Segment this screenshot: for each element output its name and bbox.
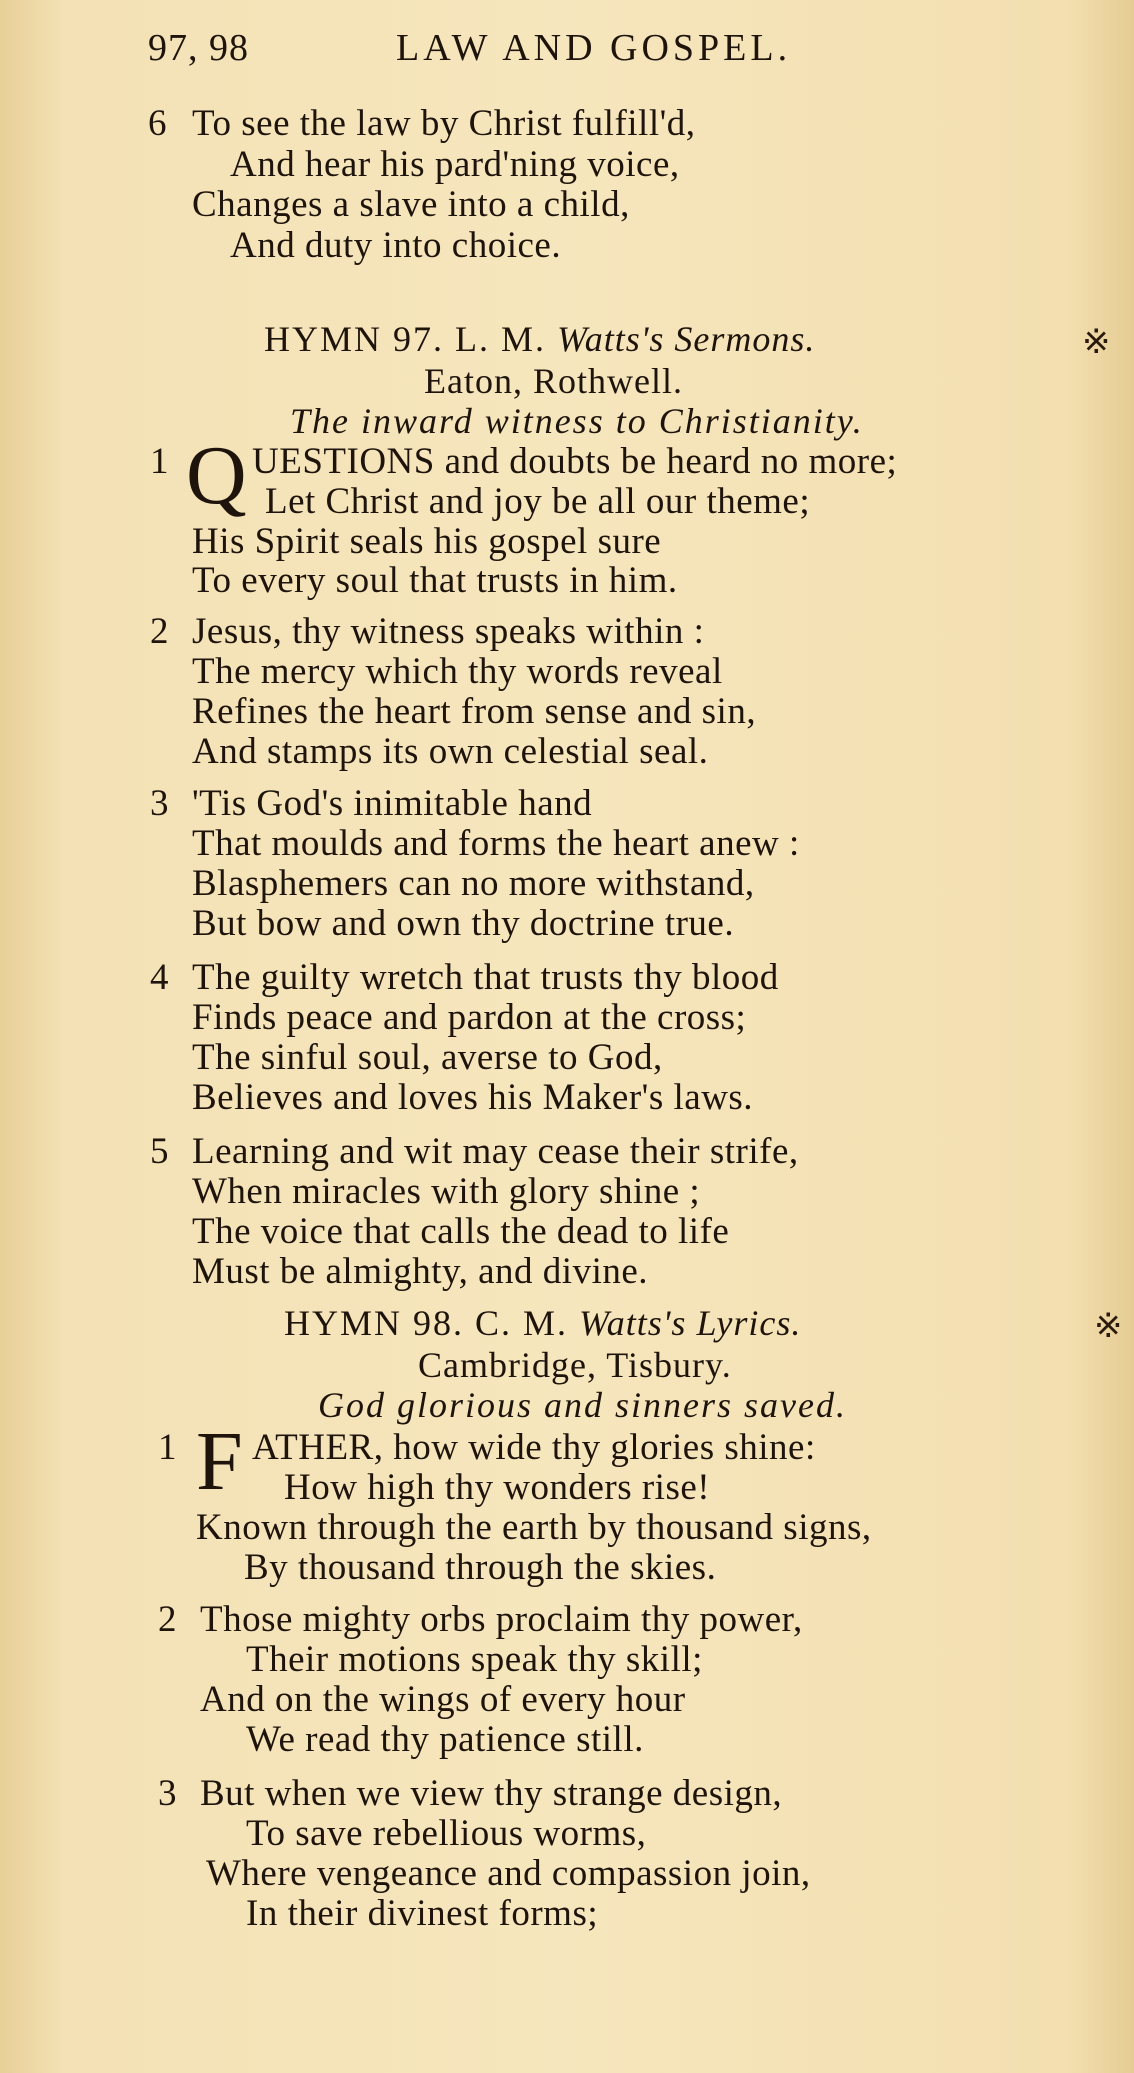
printer-ornament-icon: ※: [1094, 1308, 1123, 1345]
hymn-heading: [284, 1302, 801, 1344]
hymn-subject: God glorious and sinners saved.: [318, 1385, 847, 1425]
verse-line: The sinful soul, averse to God,: [192, 1037, 663, 1078]
verse-line: To save rebellious worms,: [246, 1813, 647, 1854]
hymn-heading-source: Watts's Sermons.: [557, 319, 816, 359]
verse-line: ATHER, how wide thy glories shine:: [252, 1427, 816, 1468]
verse-line: Jesus, thy witness speaks within :: [192, 611, 705, 652]
verse-line: And on the wings of every hour: [200, 1679, 686, 1720]
verse-line: To see the law by Christ fulfill'd,: [192, 103, 696, 144]
hymn-heading: [264, 318, 815, 360]
tune-names: Eaton, Rothwell.: [424, 361, 683, 401]
running-title: LAW AND GOSPEL.: [396, 27, 792, 69]
verse-line: How high thy wonders rise!: [284, 1467, 711, 1508]
verse-line: By thousand through the skies.: [244, 1547, 717, 1588]
verse-line: Let Christ and joy be all our theme;: [265, 481, 811, 522]
drop-cap: Q: [186, 429, 247, 522]
verse-line: We read thy patience still.: [246, 1719, 644, 1760]
verse-line: Learning and wit may cease their strife,: [192, 1131, 799, 1172]
stanza-number: 2: [158, 1599, 177, 1640]
stanza-number: 5: [150, 1131, 169, 1172]
verse-line: And stamps its own celestial seal.: [192, 731, 709, 772]
verse-line: Blasphemers can no more withstand,: [192, 863, 755, 904]
stanza-number: 1: [158, 1427, 177, 1468]
verse-line: Known through the earth by thousand signs,: [196, 1507, 872, 1548]
verse-line: That moulds and forms the heart anew :: [192, 823, 800, 864]
verse-line: And hear his pard'ning voice,: [230, 144, 680, 185]
verse-line: Changes a slave into a child,: [192, 184, 630, 225]
stanza-number: 6: [148, 103, 167, 144]
hymn-heading-source: Watts's Lyrics.: [579, 1303, 802, 1343]
page-numbers: 97, 98: [148, 27, 249, 69]
verse-line: Believes and loves his Maker's laws.: [192, 1077, 754, 1118]
verse-line: Refines the heart from sense and sin,: [192, 691, 757, 732]
stanza-number: 4: [150, 957, 169, 998]
verse-line: Must be almighty, and divine.: [192, 1251, 649, 1292]
printer-ornament-icon: ※: [1082, 324, 1111, 361]
verse-line: The mercy which thy words reveal: [192, 651, 723, 692]
stanza-number: 1: [150, 441, 169, 482]
verse-line: Their motions speak thy skill;: [246, 1639, 703, 1680]
verse-line: Those mighty orbs proclaim thy power,: [200, 1599, 803, 1640]
verse-line: But when we view thy strange design,: [200, 1773, 783, 1814]
stanza-number: 3: [158, 1773, 177, 1814]
drop-cap: F: [196, 1415, 243, 1508]
verse-line: But bow and own thy doctrine true.: [192, 903, 735, 944]
stanza-number: 3: [150, 783, 169, 824]
verse-line: To every soul that trusts in him.: [192, 560, 678, 601]
verse-line: Where vengeance and compassion join,: [206, 1853, 811, 1894]
hymn-heading-number: HYMN 98. C. M.: [284, 1303, 569, 1343]
verse-line: His Spirit seals his gospel sure: [192, 521, 662, 562]
verse-line: The voice that calls the dead to life: [192, 1211, 730, 1252]
verse-line: UESTIONS and doubts be heard no more;: [252, 441, 898, 482]
hymn-heading-number: HYMN 97. L. M.: [264, 319, 547, 359]
verse-line: Finds peace and pardon at the cross;: [192, 997, 747, 1038]
verse-line: 'Tis God's inimitable hand: [192, 783, 593, 824]
verse-line: The guilty wretch that trusts thy blood: [192, 957, 779, 998]
hymn-subject: The inward witness to Christianity.: [290, 401, 864, 441]
verse-line: And duty into choice.: [230, 225, 562, 266]
tune-names: Cambridge, Tisbury.: [418, 1345, 732, 1385]
verse-line: In their divinest forms;: [246, 1893, 599, 1934]
stanza-number: 2: [150, 611, 169, 652]
verse-line: When miracles with glory shine ;: [192, 1171, 701, 1212]
